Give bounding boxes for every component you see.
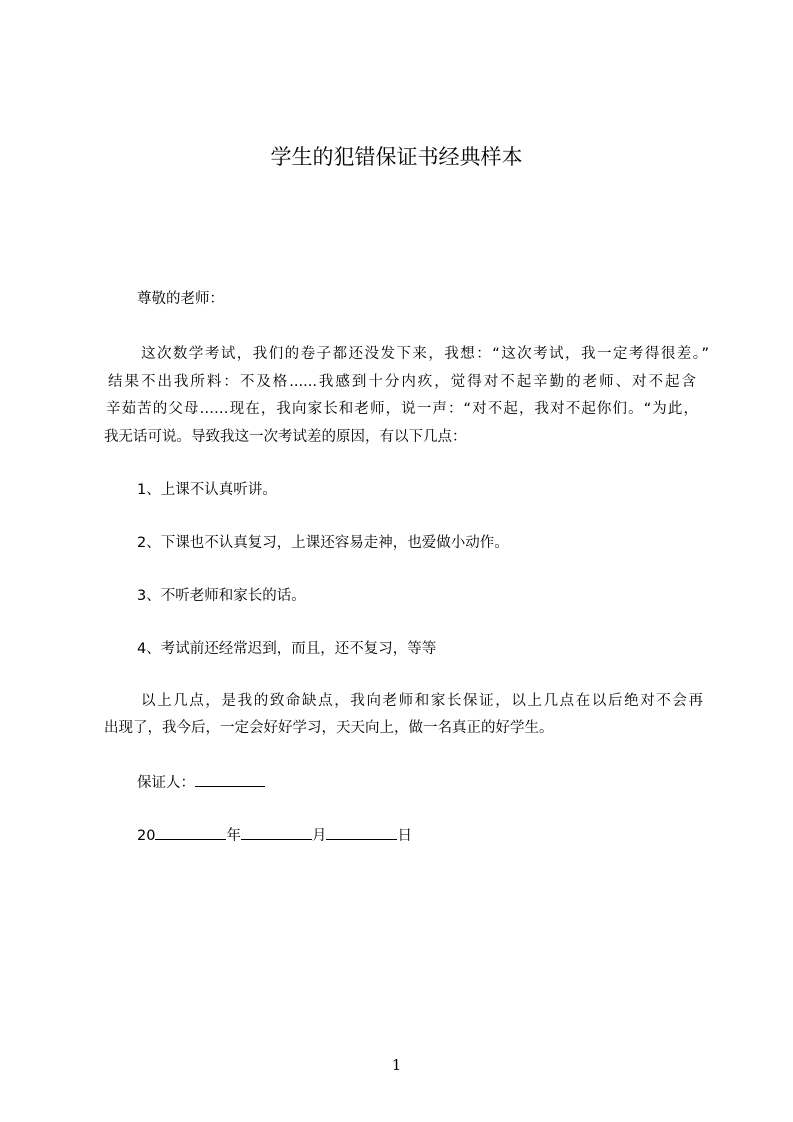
body-line-4: 我无话可说。导致我这一次考试差的原因，有以下几点：	[104, 429, 467, 445]
reason-item-3: 3、不听老师和家长的话。	[137, 588, 306, 604]
year-blank[interactable]	[155, 825, 226, 840]
year-label: 年	[226, 828, 241, 844]
salutation: 尊敬的老师：	[137, 291, 224, 307]
document-title: 学生的犯错保证书经典样本	[270, 145, 523, 169]
reason-item-4: 4、考试前还经常迟到，而且，还不复习，等等	[137, 641, 437, 657]
body-line-1: 这次数学考试，我们的卷子都还没发下来，我想：“这次考试，我一定考得很差。”	[141, 346, 709, 362]
month-blank[interactable]	[241, 825, 312, 840]
signature-label: 保证人：	[137, 775, 195, 791]
signature-blank[interactable]	[195, 772, 265, 787]
date-prefix: 20	[137, 828, 156, 844]
month-label: 月	[311, 828, 327, 844]
day-blank[interactable]	[326, 825, 397, 840]
date-line	[137, 825, 412, 846]
day-label: 日	[397, 828, 412, 844]
page-number: 1	[391, 1056, 402, 1074]
closing-line-1: 以上几点，是我的致命缺点，我向老师和家长保证，以上几点在以后绝对不会再	[141, 693, 703, 709]
body-line-2: 结果不出我所料：不及格......我感到十分内疚，觉得对不起辛勤的老师、对不起含	[108, 374, 696, 390]
reason-item-1: 1、上课不认真听讲。	[137, 482, 277, 498]
closing-line-2: 出现了，我今后，一定会好好学习，天天向上，做一名真正的好学生。	[104, 720, 554, 736]
signature-line	[137, 772, 265, 793]
reason-item-2: 2、下课也不认真复习，上课还容易走神，也爱做小动作。	[137, 535, 509, 551]
body-line-3: 辛茹苦的父母……现在，我向家长和老师，说一声：“对不起，我对不起你们。“为此，	[106, 401, 698, 417]
